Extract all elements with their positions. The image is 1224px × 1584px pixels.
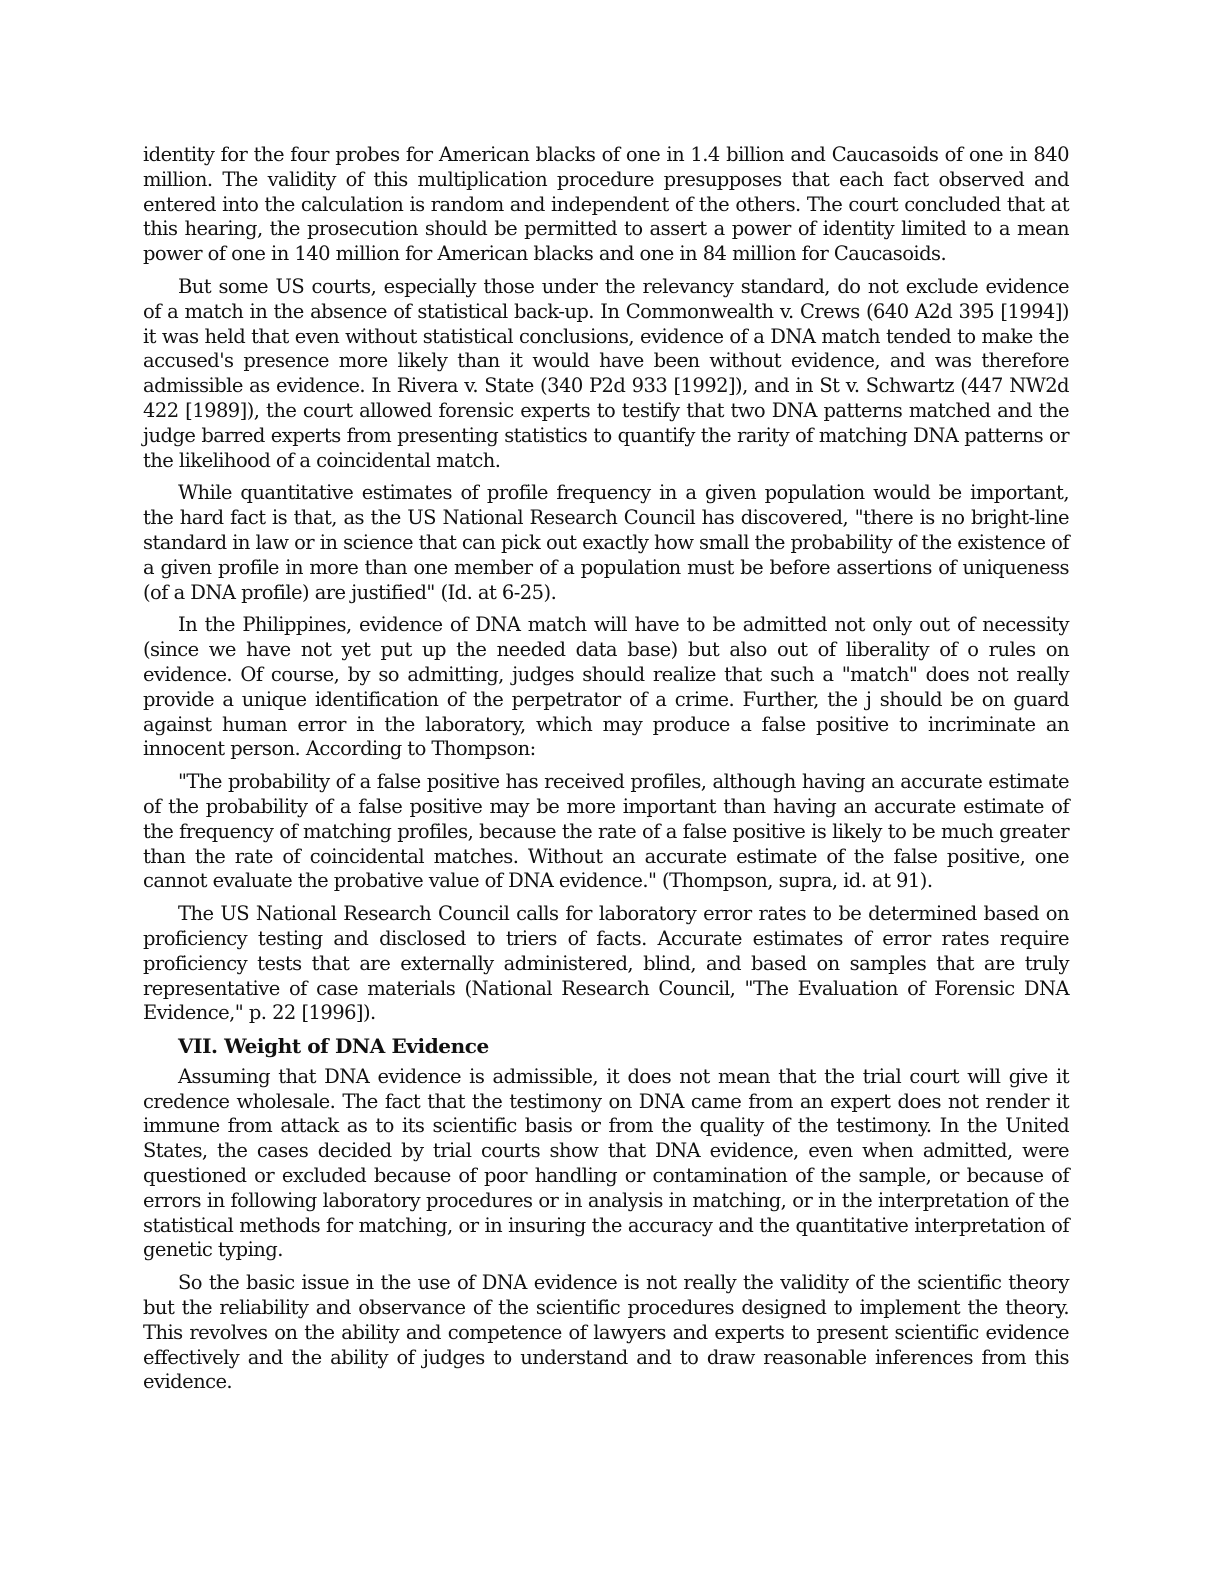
paragraph-admissibility-weight: Assuming that DNA evidence is admissible, it does not mean that the trial court will give it credence wholesale. The fact that the testimony on DNA came from an expert does not render it immune from attack as to its scientific basis or from the quality of the testimony. In the United States, the cases decided by trial courts show that DNA evidence, even when admitted, were questioned or excluded because of poor handling or contamination of the sample, or because of errors in following laboratory procedures or in analysis in matching, or in the interpretation of the statistical methods for matching, or in insuring the accuracy and the quantitative interpretation of genetic typing.: [143, 1064, 1069, 1262]
paragraph-profile-frequency: While quantitative estimates of profile frequency in a given population would be important, the hard fact is that, as the US National Research Council has discovered, "there is no bright-line standard in law or in science that can pick out exactly how small the probability of the existence of a given profile in more than one member of a population must be before assertions of uniqueness (of a DNA profile) are justified" (Id. at 6-25).: [143, 481, 1069, 604]
document-page: [143, 143, 1069, 1403]
paragraph-continued-identity: identity for the four probes for American blacks of one in 1.4 billion and Caucasoids of one in 840 million. The validity of this multiplication procedure presupposes that each fact observed and entered into the calculation is random and independent of the others. The court concluded that at this hearing, the prosecution should be permitted to assert a power of identity limited to a mean power of one in 140 million for American blacks and one in 84 million for Caucasoids.: [143, 143, 1069, 266]
paragraph-error-rates: The US National Research Council calls for laboratory error rates to be determined based on proficiency testing and disclosed to triers of facts. Accurate estimates of error rates require proficiency tests that are externally administered, blind, and based on samples that are truly representative of case materials (National Research Council, "The Evaluation of Forensic DNA Evidence," p. 22 [1996]).: [143, 902, 1069, 1025]
paragraph-thompson-quote: "The probability of a false positive has received profiles, although having an accurate estimate of the probability of a false positive may be more important than having an accurate estimate of the frequency of matching profiles, because the rate of a false positive is likely to be much greater than the rate of coincidental matches. Without an accurate estimate of the false positive, one cannot evaluate the probative value of DNA evidence." (Thompson, supra, id. at 91).: [143, 770, 1069, 893]
section-heading: VII. Weight of DNA Evidence: [178, 1034, 489, 1059]
paragraph-philippines: In the Philippines, evidence of DNA match will have to be admitted not only out of necessity (since we have not yet put up the needed data base) but also out of liberality of o rules on evidence. Of course, by so admitting, judges should realize that such a "match" does not really provide a unique identification of the perpetrator of a crime. Further, the j should be on guard against human error in the laboratory, which may produce a false positive to incriminate an innocent person. According to Thompson:: [143, 613, 1069, 761]
paragraph-relevancy-standard: But some US courts, especially those under the relevancy standard, do not exclude evidence of a match in the absence of statistical back-up. In Commonwealth v. Crews (640 A2d 395 [1994]) it was held that even without statistical conclusions, evidence of a DNA match tended to make the accused's presence more likely than it would have been without evidence, and was therefore admissible as evidence. In Rivera v. State (340 P2d 933 [1992]), and in St v. Schwartz (447 NW2d 422 [1989]), the court allowed forensic experts to testify that two DNA patterns matched and the judge barred experts from presenting statistics to quantify the rarity of matching DNA patterns or the likelihood of a coincidental match.: [143, 274, 1069, 472]
paragraph-basic-issue: So the basic issue in the use of DNA evidence is not really the validity of the scientific theory but the reliability and observance of the scientific procedures designed to implement the theory. This revolves on the ability and competence of lawyers and experts to present scientific evidence effectively and the ability of judges to understand and to draw reasonable inferences from this evidence.: [143, 1271, 1069, 1394]
